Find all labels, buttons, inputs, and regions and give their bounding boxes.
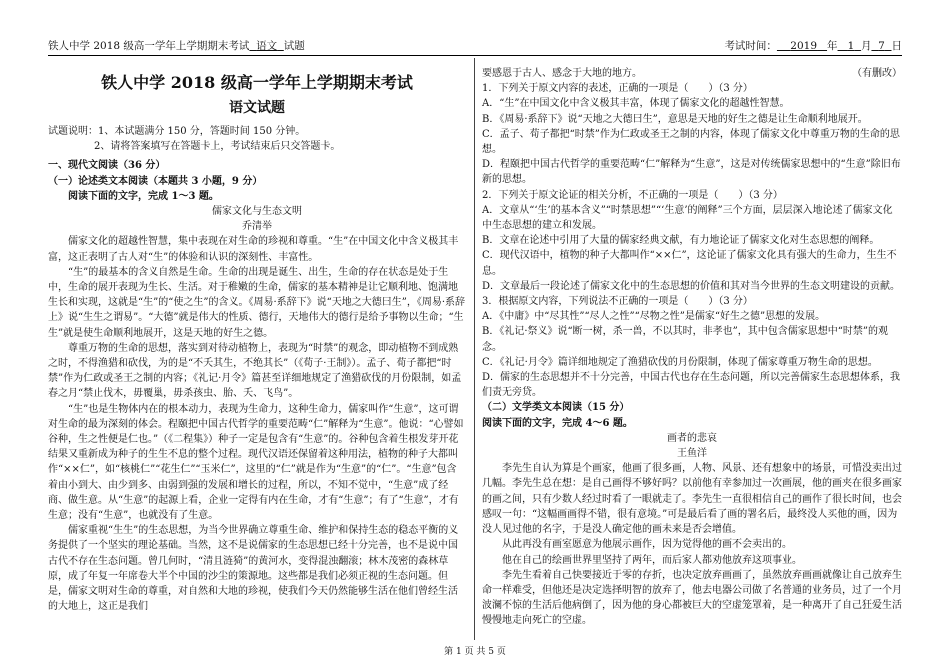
essay-paragraph-2: “生”的最基本的含义自然是生命。生命的出现是诞生、出生，生命的存在状态是处于生中，生命的展开表现为生长、生活。对于稚嫩的生命，儒家的基本精神是让它顺利地、饱满地生长和实现，这就是“生”的“使之生”的含义。《周易·系辞下》说“天地之大德曰生”，《周易·系辞上》说“生生之谓易”。“大德”就是伟大的性质、德行，天地伟大的德行是给予事物以生命；“生生”就是使生命顺利地展开，这是天地的好生之德。 — [48, 266, 466, 339]
essay-paragraph-5: 儒家重视“生生”的生态思想，为当今世界确立尊重生命、维护和保持生态的稳态平衡的义务提供了一个坚实的理论基础。当然，这不是说儒家的生态思想已经十分完善，也不是说中国古代不存在生态问题。曾几何时，“清且涟猗”的黄河水，变得混浊翻滚；林木茂密的森林草原，成了年复一年席卷大半个中国的沙尘的策源地。这些都是我们必须正视的生态问题。但是，儒家文明对生命的尊重，对自然和大地的珍视，使我们今天仍然能够生活在他们曾经生活的大地上，这正是我们 — [48, 525, 459, 613]
story-title: 画者的悲哀 — [667, 432, 717, 444]
header-year-text: 2019 — [790, 40, 818, 52]
header-day-text: 7 — [878, 40, 885, 52]
header-month — [838, 40, 861, 52]
left-column — [48, 66, 466, 615]
essay-paragraph-1: 儒家文化的超越性智慧，集中表现在对生命的珍视和尊重。“生”在中国文化中含义极其丰富，这正表明了古人对“生”的体验和认识的深刻性、丰富性。 — [48, 236, 459, 263]
header-subject — [249, 40, 283, 52]
essay-paragraph-3: 尊重万物的生命的思想，落实到对待动植物上，表现为“时禁”的观念，即动植物不到成熟之时，不得渔猎和砍伐，为的是“不夭其生，不绝其长”（《荀子·王制》）。孟子、荀子都把“时禁”作为仁政或圣王之制的内容；《礼记·月令》篇甚至详细地规定了渔猎砍伐的月份限制，如孟春之月“禁止伐木，毋覆巢，毋杀孩虫、胎、夭、飞鸟”。 — [48, 342, 462, 400]
exam-title: 铁人中学 2018 级高一学年上学期期末考试 — [101, 73, 413, 92]
question-3: 3．根据原文内容，下列说法不正确的一项是（ ）（3 分） — [482, 296, 753, 308]
essay-ending — [482, 66, 902, 81]
q1-option-b: B．《周易·系辞下》说“天地之大德曰生”，意思是天地的好生之德是让生命顺利地展开。 — [482, 113, 868, 125]
right-column — [482, 66, 902, 629]
essay-paragraph-5-end: 要感恩于古人、感念于大地的地方。 — [482, 68, 642, 79]
header-right — [724, 38, 902, 53]
essay-title: 儒家文化与生态文明 — [212, 206, 302, 218]
q3-option-c: C．《礼记·月令》篇详细地规定了渔猎砍伐的月份限制，体现了儒家尊重万物生命的思想。 — [482, 356, 878, 368]
story-paragraph-3: 他在自己的绘画世界里坚持了两年，而后家人都劝他放弃这项事业。 — [502, 554, 802, 566]
column-divider — [474, 58, 475, 640]
subsection-1-heading: （一）论述类文本阅读（本题共 3 小题，9 分） — [48, 175, 263, 187]
q1-option-a: A．“生”在中国文化中含义极其丰富，体现了儒家文化的超越性智慧。 — [482, 98, 790, 110]
header-month-text: 1 — [847, 40, 855, 52]
header-exam-name: 铁人中学 2018 级高一学年上学期期末考试 — [48, 40, 250, 52]
story-paragraph-1: 李先生自认为算是个画家，他画了很多画，人物、风景、还有想象中的场景，可惜没卖出过几幅。李先生总在想：是自己画得不够好吗？以前他有幸参加过一次画展，他的画夹在很多画家的画之间，只有少数人经过时看了一眼就走了。李先生一直很相信自己的画作了很长时间，也会感叹一句：“这幅画画得不错，很有意境。”可是最后看了画的署名后，最终没人买他的画，因为没人见过他的名字，于是没人确定他的画未来是否会增值。 — [482, 463, 902, 536]
reading-prompt-1: 阅读下面的文字，完成 1～3 题。 — [68, 190, 219, 202]
reading-prompt-2: 阅读下面的文字，完成 4～6 题。 — [482, 417, 633, 429]
instruction-1: 试题说明：1、本试题满分 150 分，答题时间 150 分钟。 — [48, 126, 306, 137]
header-left — [48, 38, 305, 53]
story-paragraph-2: 从此再没有画室愿意为他展示画作，因为觉得他的画不会卖出的。 — [502, 539, 792, 551]
q3-option-a: A．《中庸》中“尽其性”“尽人之性”“尽物之性”是儒家“好生之德”思想的发展。 — [482, 311, 826, 323]
header-month-label: 月 — [860, 40, 872, 52]
q2-option-a: A．文章从“‘生’的基本含义”“时禁思想”“‘生意’的阐释”三个方面，层层深入地论述了儒家文化中生态思想的建立和发展。 — [482, 204, 893, 232]
subsection-2-heading: （二）文学类文本阅读（15 分） — [482, 402, 630, 414]
header-day — [871, 40, 891, 52]
edit-note: （有删改） — [852, 68, 902, 79]
header-time-label: 考试时间： — [724, 40, 777, 52]
page-footer: 第 1 页 共 5 页 — [444, 647, 506, 657]
q1-option-c: C．孟子、荀子都把“时禁”作为仁政或圣王之制的内容，体现了儒家文化中尊重万物的生命的思想。 — [482, 128, 900, 156]
q3-option-d: D．儒家的生态思想并不十分完善，中国古代也存在生态问题，所以完善儒家生态思想体系，我们责无旁贷。 — [482, 372, 901, 399]
question-2: 2．下列关于原文论证的相关分析，不正确的一项是（ ）（3 分） — [482, 189, 783, 201]
q1-option-d: D．程颐把中国古代哲学的重要范畴“仁”解释为“生意”，这是对传统儒家思想中的“生意”除旧布新的思想。 — [482, 159, 901, 186]
instruction-2: 2、请将答案填写在答题卡上，考试结束后只交答题卡。 — [94, 141, 341, 153]
q3-option-b: B．《礼记·祭义》说“断一树，杀一兽，不以其时，非孝也”，其中包含儒家思想中“时禁”的观念。 — [482, 326, 888, 353]
page-header — [48, 38, 902, 54]
header-rule — [48, 55, 902, 56]
question-1: 1．下列关于原文内容的表述，正确的一项是（ ）（3 分） — [482, 83, 753, 95]
header-year — [777, 40, 827, 52]
story-author: 王鱼洋 — [677, 448, 707, 460]
q2-option-d: D．文章最后一段论述了儒家文化中的生态思想的价值和其对当今世界的生态文明建设的贡献。 — [482, 280, 901, 292]
exam-subtitle: 语文试题 — [229, 100, 285, 116]
story-paragraph-4: 李先生看着自己快要接近于零的存折，也决定放弃画画了，虽然放弃画画就像让自己放弃生命一样难受，但他还是决定选择明智的放弃了，他去电器公司做了名普通的业务员，过了一个月波澜不惊的生活后他病倒了，因为他的身心都被巨大的空虚笼罩着，是一种离开了自己狂爱生活慢慢地走向死亡的空虚。 — [482, 569, 902, 627]
q2-option-c: C．现代汉语中，植物的种子大都叫作“××仁”，这论证了儒家文化具有强大的生命力，生生不息。 — [482, 250, 897, 277]
header-day-label: 日 — [891, 40, 902, 52]
essay-author: 乔清举 — [242, 221, 272, 233]
essay-paragraph-4: “生”也是生物体内在的根本动力，表现为生命力，这种生命力，儒家叫作“生意”，这可谓对生命的最为深刻的体会。程颐把中国古代哲学的重要范畴“仁”解释为“生意”。他说：“心譬如谷种，生之性便是仁也。”（《二程集》）种子一定是包含有“生意”的。谷种包含着生根发芽开花结果又重新成为种子的生生不息的整个过程。现代汉语还保留着这种用法，植物的种子大都叫作“××仁”，如“核桃仁”“花生仁”“玉米仁”，这里的“仁”就是作为“生意”的“仁”。“生意”包含着由小到大、由少到多、由弱到强的发展和增长的过程，所以，不知不觉中，“生意”成了经商、做生意。从“生意”的起源上看，企业一定得有内在生命，才有“生意”；有了“生意”，才有生意；没有“生意”，也就没有了生意。 — [48, 403, 464, 522]
header-subject-text: 语文 — [256, 40, 278, 52]
section-1-heading: 一、现代文阅读（36 分） — [48, 160, 166, 172]
q2-option-b: B．文章在论述中引用了大量的儒家经典文献，有力地论证了儒家文化对生态思想的阐释。 — [482, 235, 880, 247]
header-year-label: 年 — [827, 40, 838, 52]
header-suffix: 试题 — [283, 40, 305, 52]
